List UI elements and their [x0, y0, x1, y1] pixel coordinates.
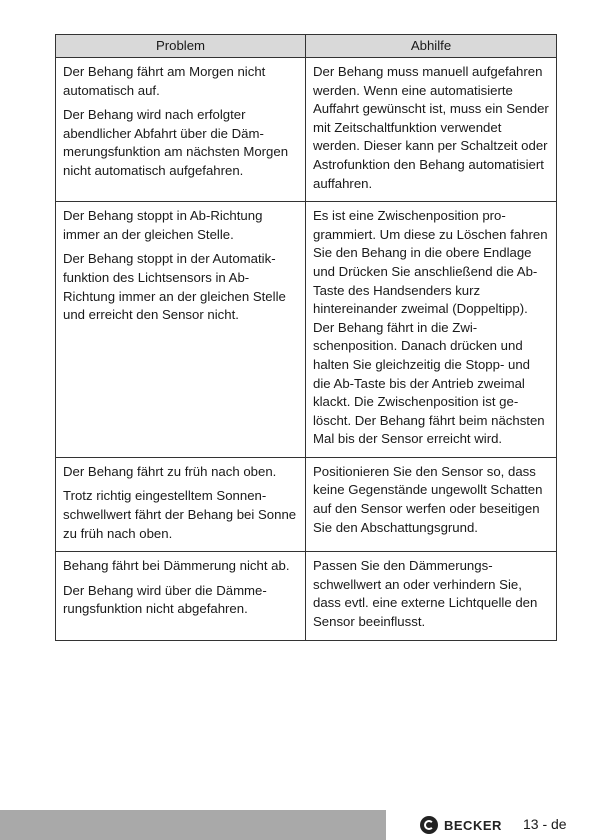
remedy-cell — [306, 457, 557, 551]
remedy-cell — [306, 58, 557, 202]
problem-text: Behang fährt bei Dämmerung nicht ab. — [63, 558, 290, 574]
table-row — [56, 457, 557, 551]
remedy-text: Positionieren Sie den Sensor so, dass keine Gegenstände ungewollt Schatten auf den Sensor werfen oder beseitigen Sie den Abschattungsgrund. — [313, 463, 543, 535]
problem-cell — [56, 58, 306, 202]
problem-text: Trotz richtig eingestelltem Sonnenschwellwert fährt der Behang bei Sonne zu früh nach oben. — [63, 488, 297, 541]
problem-text: Der Behang stoppt in der Automatikfunktion des Lichtsensors in Ab-Richtung immer an der gleichen Stelle und erreicht den Sensor nicht. — [63, 251, 286, 323]
remedy-text: Der Behang muss manuell aufgefahren werden. Wenn eine automatisierte Auffahrt gewünscht ist, muss ein Sender mit Zeitschaltfunktion verwendet werden. Dieser kann per Schaltzeit oder Astrofunktion den Behang automatisiert auffahren. — [313, 64, 549, 191]
page-number: 13 - de — [523, 816, 567, 832]
problem-text: Der Behang fährt zu früh nach oben. — [63, 463, 277, 479]
becker-logo-icon — [420, 816, 438, 834]
remedy-text: Es ist eine Zwischenposition programmiert. Um diese zu Löschen fahren Sie den Behang in die obere Endlage und Drücken Sie anschließend die Ab-Taste des Handsenders kurz hintereinander zweimal (Doppeltipp). Der Behang fährt in die Zwischenposition. Danach drücken und halten Sie gleichzeitig die Stopp- und die Ab-Taste bis der Antrieb zweimal klackt. Die Zwischenposition ist gelöscht. Der Behang fährt beim nächsten Mal bis der Sensor erreicht wird. — [313, 208, 548, 447]
table-row — [56, 202, 557, 458]
remedy-text: Passen Sie den Dämmerungsschwellwert an oder verhindern Sie, dass evtl. eine externe Lichtquelle den Sensor beeinflusst. — [313, 558, 538, 630]
problem-cell — [56, 552, 306, 640]
brand-name: BECKER — [444, 817, 502, 833]
table-header-row — [56, 35, 557, 58]
header-remedy: Abhilfe — [306, 35, 557, 58]
remedy-cell — [306, 202, 557, 458]
problem-cell — [56, 202, 306, 458]
footer-bar — [0, 810, 386, 840]
problem-text: Der Behang stoppt in Ab-Richtung immer an der gleichen Stelle. — [63, 208, 263, 242]
troubleshooting-table — [55, 34, 557, 641]
table-row — [56, 58, 557, 202]
problem-text: Der Behang wird über die Dämmerungsfunktion nicht abgefahren. — [63, 582, 267, 617]
brand-logo — [420, 816, 502, 834]
table-row — [56, 552, 557, 640]
problem-text: Der Behang fährt am Morgen nicht automatisch auf. — [63, 64, 266, 98]
problem-cell — [56, 457, 306, 551]
remedy-cell — [306, 552, 557, 640]
problem-text: Der Behang wird nach erfolgter abendlicher Abfahrt über die Dämmerungsfunktion am nächsten Morgen nicht automatisch aufgefahren. — [63, 107, 289, 178]
header-problem: Problem — [56, 35, 306, 58]
